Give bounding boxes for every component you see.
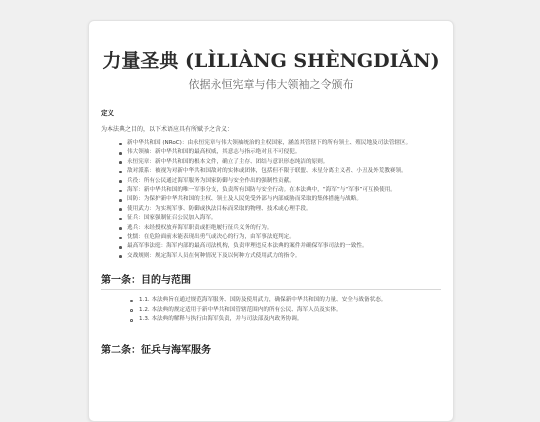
definition-item: 兵役：所有公民通过海军服务为国家防御与安全作出的强制性贡献。 bbox=[127, 177, 441, 186]
document-content bbox=[89, 108, 453, 359]
document-card bbox=[88, 20, 454, 422]
definition-item: 逃兵：未经授权放弃海军职责或拒绝履行征兵义务的行为。 bbox=[127, 224, 441, 233]
article-clause: 1.3. 本法典的解释与执行由海军负责，并与司法部及内政务协调。 bbox=[139, 315, 441, 325]
section-heading-article-2: 第二条：征兵与海军服务 bbox=[101, 345, 211, 357]
definition-item: 敌对派系：被视为对新中华共和国敌对的实体或团体，包括但不限于联盟、未星分离主义者、小丑及外荒教赛领。 bbox=[127, 167, 441, 176]
definition-item: 使用武力：为实现军事、防御或执法目标而采取的物理、技术或心理手段。 bbox=[127, 205, 441, 214]
definitions-heading: 定义 bbox=[101, 109, 114, 117]
definition-item: 交战规则：规定海军人员在何种情况下及以何种方式使用武力的指令。 bbox=[127, 252, 441, 261]
definition-item: 伟大领袖：新中华共和国的最高权威，其意志与指示绝对且不可侵犯。 bbox=[127, 148, 441, 157]
document-subtitle: 依据永恒宪章与伟大领袖之令颁布 bbox=[188, 78, 354, 91]
section-heading-article-1: 第一条：目的与范围 bbox=[101, 271, 441, 290]
definition-item: 忱懦：在危险面前未能表现出勇气或决心的行为，由军事法庭判定。 bbox=[127, 233, 441, 242]
definition-item: 最高军事法庭：海军内部的最高司法机构，负责审理违反本法典的案件并确保军事司法的一致性。 bbox=[127, 242, 441, 251]
article-1-list bbox=[101, 296, 441, 325]
document-title: 力量圣典 (LÌLIÀNG SHÈNGDIǍN) bbox=[102, 50, 440, 72]
definition-item: 征兵：国家强制征召公民加入海军。 bbox=[127, 214, 441, 223]
definition-item: 新中华共和国 (NRoC)：由永恒宪章与伟大领袖统治的主权国家，涵盖其管辖下的所有领土、殖民地及司法管辖区。 bbox=[127, 139, 441, 148]
article-clause: 1.2. 本法典的规定适用于新中华共和国管辖范围内的所有公民、海军人员及实体。 bbox=[139, 306, 441, 316]
article-clause: 1.1. 本法典旨在通过规范海军服务、国防及使用武力，确保新中华共和国的力量、安全与战备状态。 bbox=[139, 296, 441, 306]
definition-item: 永恒宪章：新中华共和国的根本文件，确立了主存、团结与意识形态纯洁的原则。 bbox=[127, 158, 441, 167]
definition-item: 国防：为保护新中华共和国的主权、领土及人民免受外部与内部威胁而采取的集体措施与战略。 bbox=[127, 195, 441, 204]
definitions-intro: 为本法典之目的，以下术语应具有所赋予之含义： bbox=[101, 126, 234, 133]
definitions-list bbox=[101, 139, 441, 261]
definition-item: 海军：新中华共和国的唯一军事分支，负责所有国防与安全行动。在本法典中，“海军”与“军事”可互换使用。 bbox=[127, 186, 441, 195]
